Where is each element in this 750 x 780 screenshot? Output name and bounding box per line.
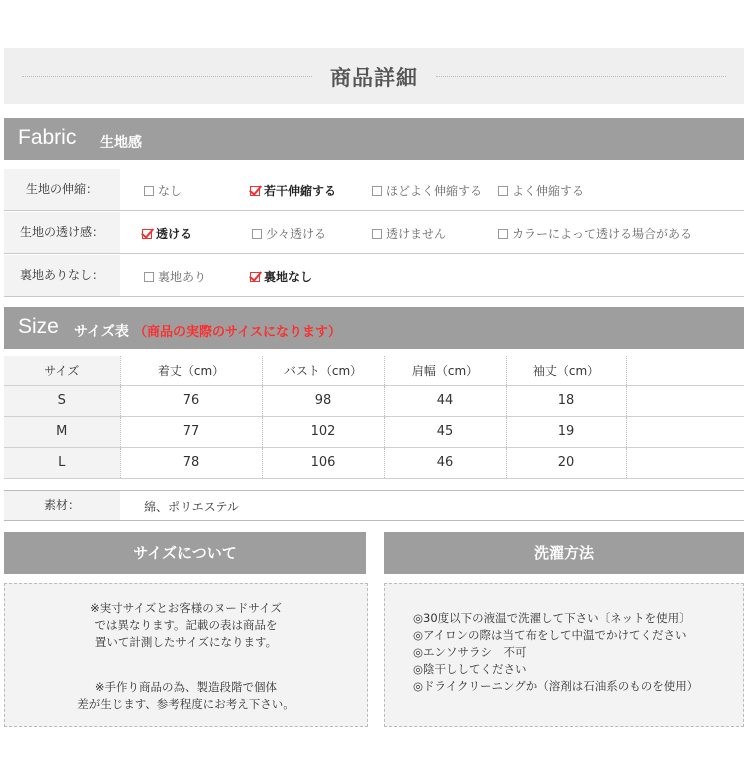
sheer-option-sheer: 透ける [142,225,192,242]
about-size-box [4,583,368,727]
value-cell: 76 [120,385,262,416]
table-row [4,385,744,416]
washing-line: ◎ドライクリーニングか（溶剤は石油系のものを使用） [413,679,699,693]
lining-option-no: 裏地なし [250,268,312,285]
size-heading-en: Size [18,315,59,338]
stretch-option-high: よく伸縮する [498,182,584,199]
header-size: サイズ [4,356,120,385]
checkbox-icon [498,186,508,196]
sheer-option-not: 透けません [372,225,446,242]
fabric-section-header [4,118,744,160]
about-size-line: では異なります。記載の表は商品を [94,618,278,632]
size-note: （商品の実際のサイスになります） [134,325,341,340]
size-heading-jp: サイズ表 [74,324,129,340]
value-cell: 44 [384,385,506,416]
size-section-header [4,307,744,349]
washing-header: 洗濯方法 [384,532,744,574]
stretch-row [4,169,744,211]
size-cell: S [4,385,120,416]
row-divider [4,210,744,211]
washing-box [384,583,744,727]
lining-row [4,255,744,297]
size-cell: M [4,416,120,447]
header-shoulder: 肩幅（cm） [384,356,506,385]
value-cell: 78 [120,447,262,478]
stretch-label: 生地の伸縮： [4,169,120,210]
size-table [4,356,744,479]
stretch-option-moderate: ほどよく伸縮する [372,182,482,199]
value-cell: 46 [384,447,506,478]
checkbox-checked-icon [250,186,260,196]
checkbox-checked-icon [250,272,260,282]
washing-line: ◎アイロンの際は当て布をして中温でかけてください [413,628,687,642]
value-cell: 20 [506,447,626,478]
empty-cell [626,385,744,416]
title-divider-right [436,76,726,77]
value-cell: 98 [262,385,384,416]
sheer-label: 生地の透け感： [4,212,120,253]
page-title: 商品詳細 [330,66,418,90]
row-divider [4,253,744,254]
value-cell: 18 [506,385,626,416]
lining-label: 裏地ありなし： [4,255,120,296]
table-row [4,447,744,478]
fabric-heading-jp: 生地感 [100,135,142,151]
washing-line: ◎陰干ししてください [413,662,527,676]
material-value: 綿、ポリエステル [144,500,239,514]
checkbox-icon [252,229,262,239]
table-row [4,416,744,447]
washing-line: ◎エンソサラシ 不可 [413,645,527,659]
sheer-row [4,212,744,254]
size-table-header [4,356,744,385]
checkbox-icon [372,186,382,196]
sheer-option-color-dependent: カラーによって透ける場合がある [498,225,692,242]
empty-cell [626,447,744,478]
about-size-line: 置いて計測したサイズになります。 [94,635,278,649]
value-cell: 19 [506,416,626,447]
value-cell: 77 [120,416,262,447]
stretch-option-slight: 若干伸縮する [250,182,336,199]
header-empty [626,356,744,385]
stretch-option-none: なし [144,182,182,199]
spacer [5,651,367,679]
row-divider [4,296,744,297]
header-sleeve: 袖丈（cm） [506,356,626,385]
value-cell: 102 [262,416,384,447]
material-label: 素材： [4,491,120,520]
fabric-heading-en: Fabric [18,126,77,149]
material-row [4,490,744,521]
checkbox-icon [372,229,382,239]
header-length: 着丈（cm） [120,356,262,385]
about-size-header: サイズについて [4,532,366,574]
checkbox-icon [144,186,154,196]
about-size-line: ※手作り商品の為、製造段階で個体 [94,680,278,694]
about-size-line: 差が生じます、参考程度にお考え下さい。 [77,697,295,711]
checkbox-checked-icon [142,229,152,239]
checkbox-icon [144,272,154,282]
empty-cell [626,416,744,447]
size-cell: L [4,447,120,478]
washing-line: ◎30度以下の液温で洗濯して下さい〔ネットを使用〕 [413,611,691,625]
sheer-option-slightly: 少々透ける [252,225,326,242]
lining-option-yes: 裏地あり [144,268,206,285]
checkbox-icon [498,229,508,239]
title-bar [4,48,744,104]
value-cell: 45 [384,416,506,447]
value-cell: 106 [262,447,384,478]
header-bust: バスト（cm） [262,356,384,385]
about-size-line: ※実寸サイズとお客様のヌードサイズ [90,601,282,615]
